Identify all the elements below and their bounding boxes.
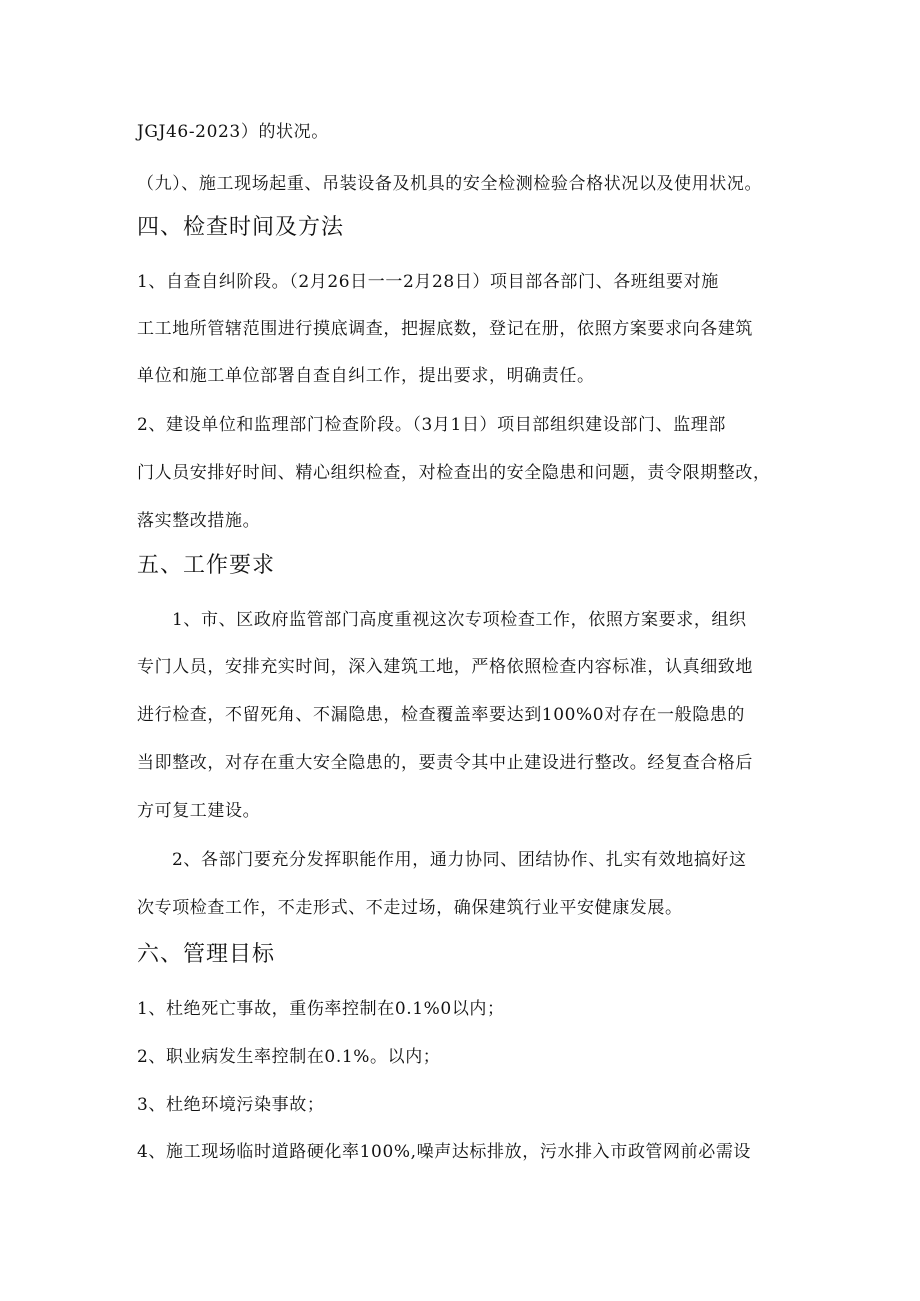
text-line: 1、自查自纠阶段。（2月26日一一2月28日）项目部各部门、各班组要对施 [137, 272, 719, 292]
section-heading: 四、检查时间及方法 [137, 215, 345, 240]
text-line: 1、杜绝死亡事故，重伤率控制在0.1%0以内； [137, 999, 505, 1019]
text-line: 专门人员，安排充实时间，深入建筑工地，严格依照检查内容标准，认真细致地 [137, 657, 753, 677]
text-line: 2、职业病发生率控制在0.1%。以内； [137, 1047, 441, 1067]
text-line: 4、施工现场临时道路硬化率100%,噪声达标排放，污水排入市政管网前必需设 [137, 1142, 752, 1162]
text-line: （九）、施工现场起重、吊装设备及机具的安全检测检验合格状况以及使用状况。 [137, 174, 763, 194]
section-heading: 五、工作要求 [137, 553, 276, 578]
text-line: 当即整改，对存在重大安全隐患的，要责令其中止建设进行整改。经复查合格后 [137, 753, 753, 773]
text-line: 2、建设单位和监理部门检查阶段。（3月1日）项目部组织建设部门、监理部 [137, 415, 726, 435]
text-line: 工工地所管辖范围进行摸底调查，把握底数，登记在册，依照方案要求向各建筑 [137, 319, 753, 339]
text-line: 1、市、区政府监管部门高度重视这次专项检查工作，依照方案要求，组织 [172, 610, 747, 630]
text-line: JGJ46-2023）的状况。 [137, 122, 329, 142]
text-line: 3、杜绝环境污染事故； [137, 1095, 325, 1115]
text-line: 单位和施工单位部署自查自纠工作，提出要求，明确责任。 [137, 366, 595, 386]
text-line: 次专项检查工作，不走形式、不走过场，确保建筑行业平安健康发展。 [137, 898, 683, 918]
text-line: 方可复工建设。 [137, 801, 261, 821]
text-line: 落实整改措施。 [137, 511, 261, 531]
text-line: 门人员安排好时间、精心组织检查，对检查出的安全隐患和问题，责令限期整改， [137, 463, 771, 483]
section-heading: 六、管理目标 [137, 942, 276, 967]
text-line: 进行检查，不留死角、不漏隐患，检查覆盖率要达到100%0对存在一般隐患的 [137, 705, 746, 725]
text-line: 2、各部门要充分发挥职能作用，通力协同、团结协作、扎实有效地搞好这 [172, 850, 747, 870]
